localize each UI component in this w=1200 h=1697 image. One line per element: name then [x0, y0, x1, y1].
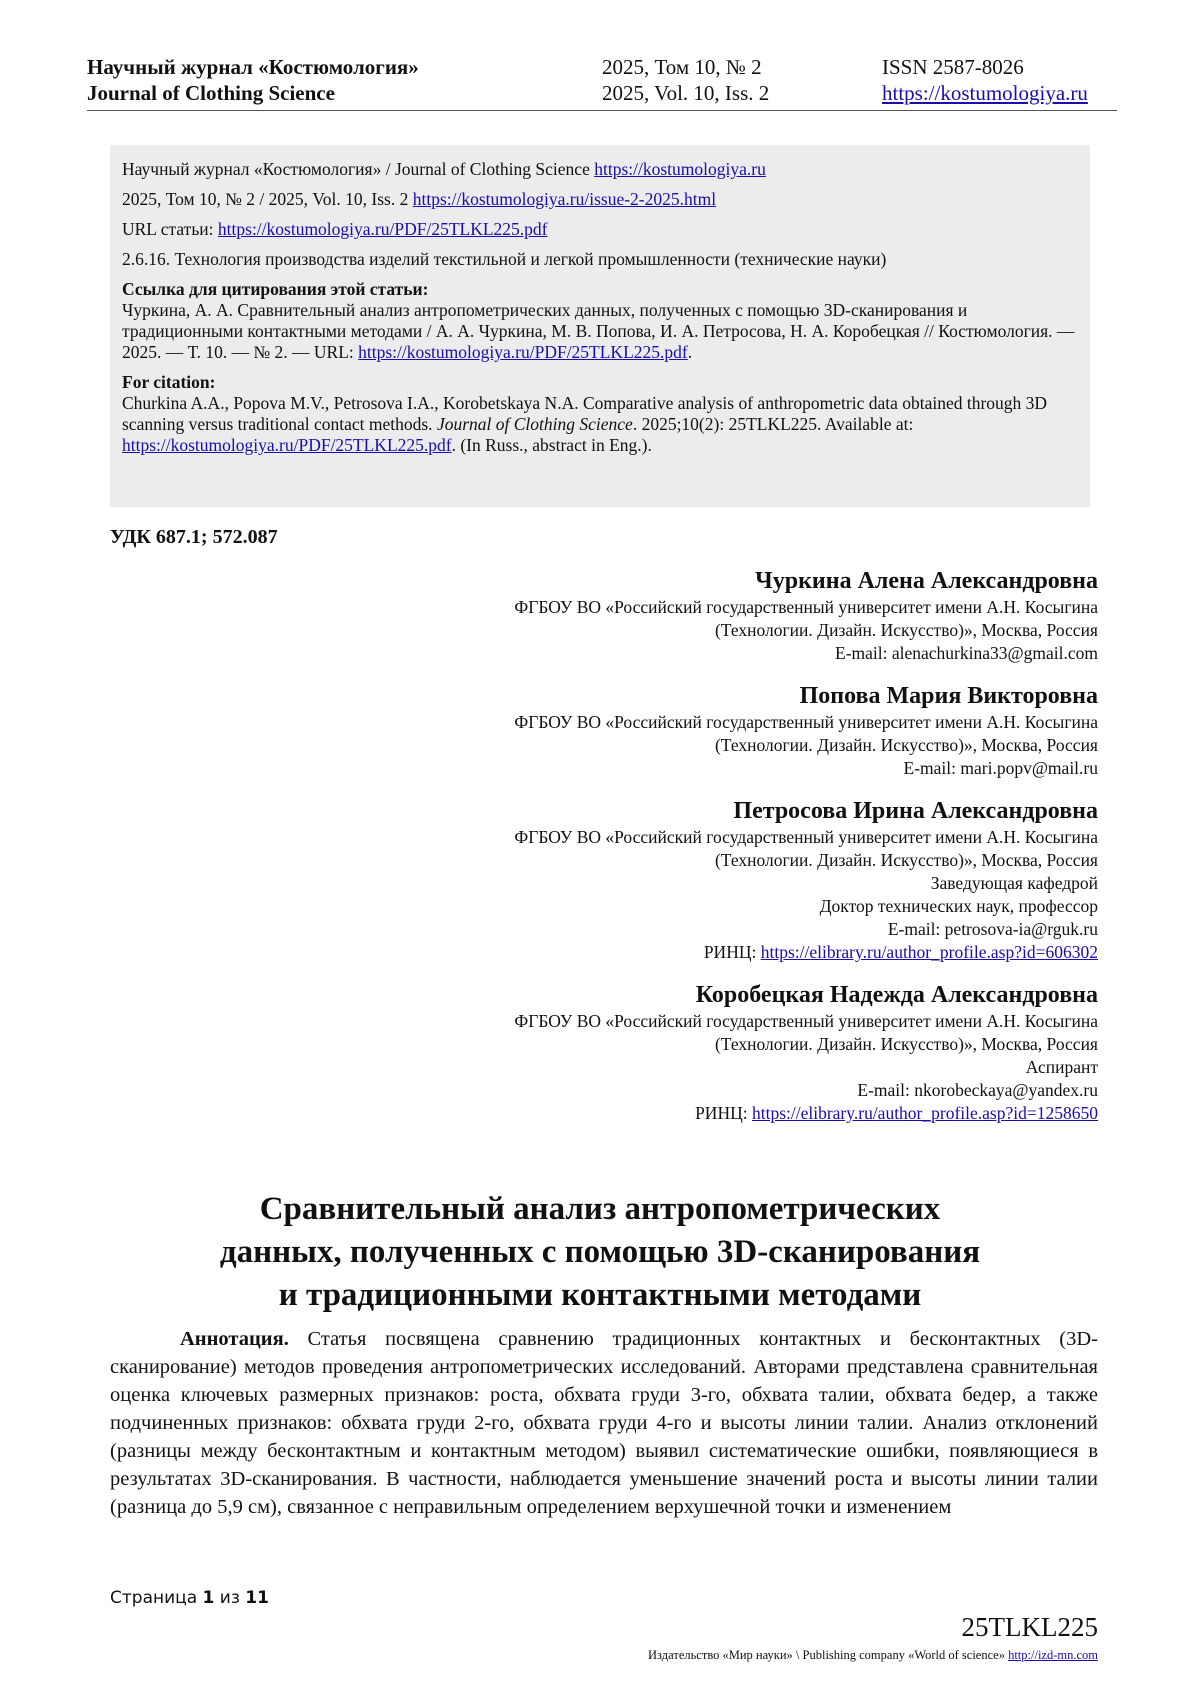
author-name: Петросова Ирина Александровна	[733, 798, 1098, 824]
header-journal-name: Научный журнал «Костюмология» Journal of Clothing Science	[87, 55, 419, 105]
header-divider	[87, 110, 1117, 111]
author-email: E-mail: petrosova-ia@rguk.ru	[887, 919, 1098, 939]
abstract-label: Аннотация.	[180, 1328, 289, 1350]
author-name: Коробецкая Надежда Александровна	[695, 982, 1098, 1008]
header-site-link[interactable]: https://kostumologiya.ru	[882, 81, 1088, 105]
citation-ru: Чуркина, А. А. Сравнительный анализ антропометрических данных, полученных с помощью 3D-сканирования и традиционными контактными методами / А. А. Чуркина, М. В. Попова, И. А. Петросова, Н. А. Коробецкая // Костюмология. — 2025. — Т. 10. — № 2. — URL: https://kostumologiya.ru/PDF/25TLKL225.pdf.	[122, 300, 1075, 362]
author-1	[300, 566, 1098, 665]
abstract-text: Статья посвящена сравнению традиционных контактных и бесконтактных (3D-сканирование) методов проведения антропометрических исследований. Авторами представлена сравнительная оценка ключевых размерных признаков: роста, обхвата груди 3-го, обхвата талии, обхвата бедер, а также подчиненных признаков: обхвата груди 2-го, обхвата груди 4-го и высоты линии талии. Анализ отклонений (разницы между бесконтактным и контактным методом) выявил систематические ошибки, появляющиеся в результатах 3D-сканирования. В частности, наблюдается уменьшение значений роста и высоты линии талии (разница до 5,9 см), связанное с неправильным определением верхушечной точки и изменением	[110, 1328, 1098, 1518]
author-2	[300, 681, 1098, 780]
author-rinc: РИНЦ: https://elibrary.ru/author_profile.asp?id=1258650	[695, 1103, 1098, 1123]
issue-link[interactable]: https://kostumologiya.ru/issue-2-2025.html	[412, 189, 717, 209]
author-affiliation: (Технологии. Дизайн. Искусство)», Москва, Россия	[714, 850, 1098, 870]
authors-block	[300, 566, 1098, 1141]
abstract	[110, 1325, 1098, 1521]
author-email: E-mail: alenachurkina33@gmail.com	[835, 643, 1098, 663]
author-name: Попова Мария Викторовна	[799, 683, 1098, 709]
author-3	[300, 796, 1098, 964]
url-line: URL статьи: https://kostumologiya.ru/PDF/25TLKL225.pdf	[122, 219, 548, 239]
citation-en-heading: For citation:	[122, 372, 216, 392]
page-header	[87, 54, 1117, 106]
author-position: Заведующая кафедрой	[930, 873, 1098, 893]
citation-ru-link[interactable]: https://kostumologiya.ru/PDF/25TLKL225.pdf	[358, 342, 688, 362]
citation-ru-heading: Ссылка для цитирования этой статьи:	[122, 279, 429, 299]
author-4	[300, 980, 1098, 1125]
author-email: E-mail: nkorobeckaya@yandex.ru	[857, 1080, 1098, 1100]
author-affiliation: ФГБОУ ВО «Российский государственный университет имени А.Н. Косыгина	[514, 712, 1098, 732]
author-degree: Доктор технических наук, профессор	[819, 896, 1098, 916]
author-affiliation: ФГБОУ ВО «Российский государственный университет имени А.Н. Косыгина	[514, 1011, 1098, 1031]
author-affiliation: ФГБОУ ВО «Российский государственный университет имени А.Н. Косыгина	[514, 597, 1098, 617]
author-email: E-mail: mari.popv@mail.ru	[903, 758, 1098, 778]
specialty-line: 2.6.16. Технология производства изделий текстильной и легкой промышленности (технические науки)	[122, 249, 887, 269]
author-rinc: РИНЦ: https://elibrary.ru/author_profile.asp?id=606302	[703, 942, 1098, 962]
citation-en-link[interactable]: https://kostumologiya.ru/PDF/25TLKL225.pdf	[122, 435, 452, 455]
udk-code: УДК 687.1; 572.087	[110, 526, 278, 548]
rinc-link[interactable]: https://elibrary.ru/author_profile.asp?id=606302	[760, 942, 1098, 962]
header-issue: 2025, Том 10, № 2 2025, Vol. 10, Iss. 2	[602, 55, 770, 105]
author-position: Аспирант	[1025, 1057, 1098, 1077]
journal-link[interactable]: https://kostumologiya.ru	[594, 159, 766, 179]
rinc-link[interactable]: https://elibrary.ru/author_profile.asp?id=1258650	[751, 1103, 1098, 1123]
header-issn: ISSN 2587-8026 https://kostumologiya.ru	[882, 55, 1088, 105]
author-affiliation: (Технологии. Дизайн. Искусство)», Москва, Россия	[714, 735, 1098, 755]
article-code: 25TLKL225	[961, 1612, 1098, 1642]
journal-line: Научный журнал «Костюмология» / Journal of Clothing Science https://kostumologiya.ru	[122, 159, 766, 179]
publisher-link[interactable]: http://izd-mn.com	[1008, 1648, 1098, 1662]
page-number: Страница 1 из 11	[110, 1588, 269, 1608]
citation-en: Churkina A.A., Popova M.V., Petrosova I.A., Korobetskaya N.A. Comparative analysis of anthropometric data obtained through 3D scanning versus traditional contact methods. Journal of Clothing Science. 2025;10(2): 25TLKL225. Available at: https://kostumologiya.ru/PDF/25TLKL225.pdf. (In Russ., abstract in Eng.).	[122, 393, 1048, 455]
author-name: Чуркина Алена Александровна	[755, 568, 1098, 594]
article-url-link[interactable]: https://kostumologiya.ru/PDF/25TLKL225.pdf	[217, 219, 548, 239]
issue-line: 2025, Том 10, № 2 / 2025, Vol. 10, Iss. 2 https://kostumologiya.ru/issue-2-2025.html	[122, 189, 717, 209]
author-affiliation: (Технологии. Дизайн. Искусство)», Москва, Россия	[714, 620, 1098, 640]
publisher-line: Издательство «Мир науки» \ Publishing company «World of science» http://izd-mn.com	[648, 1648, 1098, 1662]
author-affiliation: (Технологии. Дизайн. Искусство)», Москва, Россия	[714, 1034, 1098, 1054]
author-affiliation: ФГБОУ ВО «Российский государственный университет имени А.Н. Косыгина	[514, 827, 1098, 847]
article-title: Сравнительный анализ антропометрических данных, полученных с помощью 3D-сканирования и традиционными контактными методами	[219, 1191, 981, 1313]
article-info-box	[110, 145, 1090, 507]
